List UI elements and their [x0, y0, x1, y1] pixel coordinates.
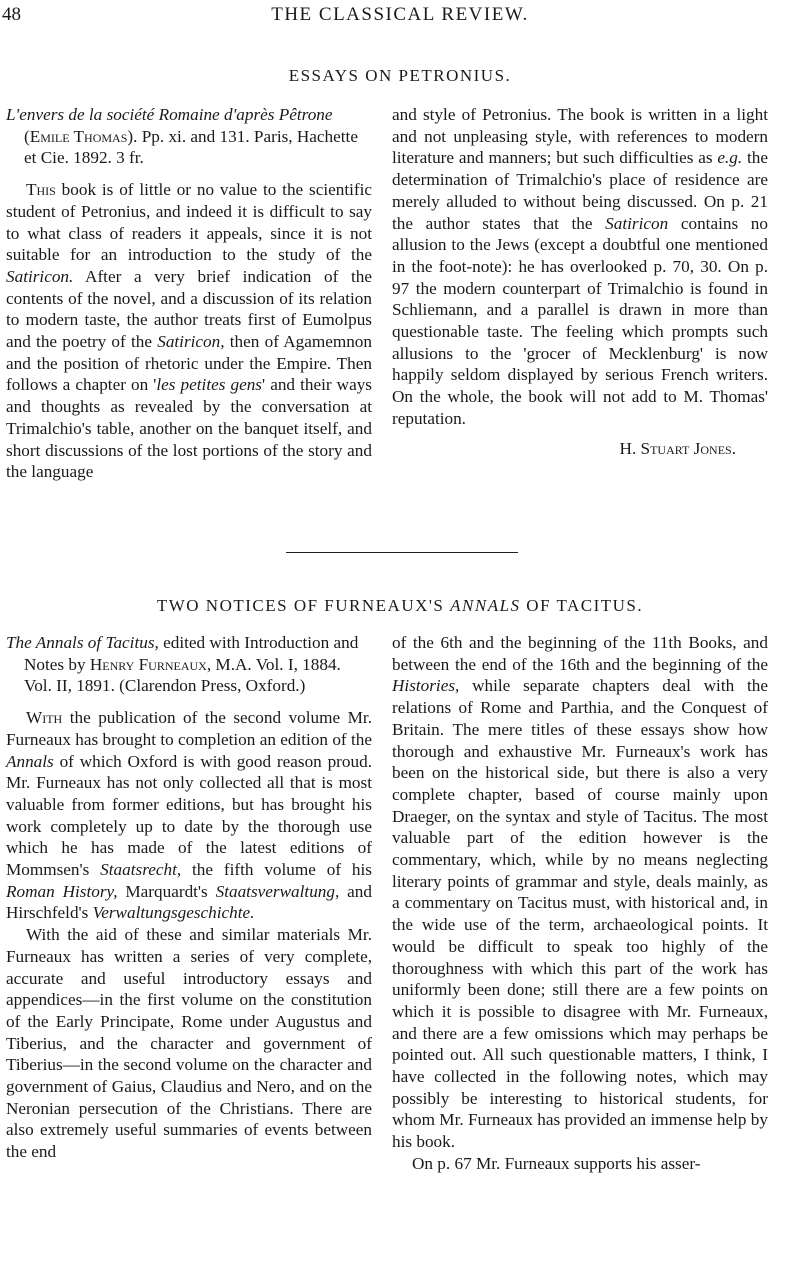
review2-title [0, 596, 800, 616]
review2-italic: Roman History, [6, 881, 118, 901]
review2-italic: Staatsrecht, [100, 860, 182, 880]
review2-title-part: OF TACITUS. [520, 596, 644, 615]
review1-text-cont: and style of Petronius. The book is written in a light and not unpleasing style, with references to modern literature and manners; but such difficulties as [392, 105, 768, 168]
review2-paragraph2 [6, 924, 372, 1163]
review1-italic: les petites gens [156, 375, 263, 395]
page-number: 48 [2, 4, 21, 25]
review2-text: the publication of the second volume Mr. Furneaux has brought to completion an edition of the [6, 708, 372, 749]
review1-drop-word: This [26, 180, 56, 200]
review1-text: book is of little or no value to the scientific student of Petronius, and indeed it is difficult to say to what class of readers it appeals, since it is not suitable for an introduction to the study of the [6, 180, 372, 265]
review1-text: then of Agamemnon and the position of rhetoric under the Empire. Then follows a chapter on ' [6, 332, 372, 395]
review1-left-column [6, 104, 372, 483]
running-head [0, 4, 800, 30]
review1-title: ESSAYS ON PETRONIUS. [288, 66, 512, 85]
review1-text-start: ' and their ways and thoughts as revealed by the conversation at Trimalchio's table, another on the banquet itself, and short discussions of the lost portions of the story and the language [6, 375, 372, 482]
review2-italic: Annals [6, 751, 54, 771]
review1-right-column [392, 104, 768, 459]
review1-italic: Satiricon, [157, 332, 225, 352]
review1-book-title: L'envers de la société Romaine d'après Pêtrone [6, 105, 333, 124]
review2-citation [6, 632, 372, 697]
review2-text: and Hirschfeld's [6, 881, 372, 923]
review1-signature: H. Stuart Jones. [619, 438, 736, 458]
review1-text: After a very brief indication of the contents of the novel, and a discussion of its relation to modern taste, the author treats first of Eumolpus and the poetry of the [6, 266, 372, 352]
review2-paragraph1 [6, 707, 372, 924]
review1-text: the determination of Trimalchio's place of residence are merely alluded to without being discussed. On p. 21 the author states that the [392, 148, 768, 233]
review2-paragraph3: On p. 67 Mr. Furneaux supports his asser- [412, 1153, 701, 1173]
review1-paragraph-continued [392, 104, 768, 430]
review2-citation-text: edited with Introduction and Notes by [24, 633, 359, 674]
review2-italic: Histories, [392, 676, 460, 696]
review2-book-title: The Annals of Tacitus, [6, 633, 159, 652]
review2-text: the fifth volume of his [181, 860, 372, 880]
review2-text: of which Oxford is with good reason proud. Mr. Furneaux has not only collected all that is most valuable from former editions, but has brought his work completely up to date by the thorough use which he has made of the latest editions of Mommsen's [6, 751, 372, 880]
review2-text: while separate chapters deal with the relations of Rome and Parthia, and the Conquest of Britain. The mere titles of these essays show how thorough and exhaustive Mr. Furneaux's work has been on the historical side, but there is also a very complete chapter, based of course mainly upon Draeger, on the syntax and style of Tacitus. The most valuable part of the edition however is the commentary, which, while by no means neglecting literary points of grammar and style, deals mainly, as a commentary on Tacitus must, with historical and, in the wide use of the term, archaeological points. It would be difficult to speak too highly of the thoroughness with which this part of the work has uniformly been done; still there are a few points on which it is possible to disagree with Mr. Furneaux, and there are a few omissions which may perhaps be pointed out. All such questionable matters, I think, I have collected in the following notes, which may possibly be interesting to historical students, for whom Mr. Furneaux has provided an immense help by his book. [392, 676, 768, 1152]
review2-right-column [392, 632, 768, 1175]
review1-italic: Satiricon. [6, 266, 74, 286]
review1-author: Emile Thomas [29, 126, 128, 146]
review2-italic: Verwaltungsgeschichte. [92, 903, 255, 923]
review2-p2-cont: of the 6th and the beginning of the 11th Books, and between the end of the 16th and the beginning of the [392, 633, 768, 674]
review2-drop-word: With [26, 708, 63, 728]
review1-paragraph [6, 179, 372, 483]
review2-paragraph2-continued [392, 632, 768, 1153]
review1-details: Pp. xi. and 131. Paris, Hachette et Cie. 1892. 3 fr. [24, 126, 358, 168]
review1-text: contains no allusion to the Jews (except a doubtful one mentioned in the foot-note): he has overlooked p. 70, 30. On p. 97 the modern counterpart of Trimalchio is found in Schliemann, and a parallel is drawn in more than questionable taste. The feeling which prompts such allusions to the 'grocer of Mecklenburg' is now happily seldom displayed by serious French writers. On the whole, the book will not add to M. Thomas' reputation. [392, 213, 768, 428]
journal-title: THE CLASSICAL REVIEW. [271, 4, 529, 25]
review1-citation: L'envers de la société Romaine d'après Pêtrone (Emile Thomas). Pp. xi. and 131. Paris, Hachette et Cie. 1892. 3 fr. [6, 105, 358, 168]
review2-text: Marquardt's [117, 881, 216, 901]
review2-citation-text: , M.A. Vol. I, 1884. Vol. II, 1891. (Clarendon Press, Oxford.) [24, 654, 341, 696]
review1-italic: e.g. [717, 148, 743, 168]
review2-italic: Staatsverwaltung, [215, 881, 340, 901]
review2-left-column [6, 632, 372, 1163]
review2-editor: Henry Furneaux [89, 654, 207, 674]
review2-title-italic: ANNALS [450, 596, 521, 615]
review1-italic: Satiricon [605, 213, 669, 233]
review2-title-part: TWO NOTICES OF FURNEAUX'S [156, 596, 451, 615]
review2-p2-start: With the aid of these and similar materials Mr. Furneaux has written a series of very complete, accurate and useful introductory essays and appendices—in the first volume on the constitution of the Early Principate, Rome under Augustus and Tiberius, and the character and government of Tiberius—in the second volume on the character and government of Gaius, Claudius and Nero, and on the Neronian persecution of the Christians. There are also extremely useful summaries of events between the end [6, 925, 372, 1162]
section-divider [286, 552, 518, 553]
